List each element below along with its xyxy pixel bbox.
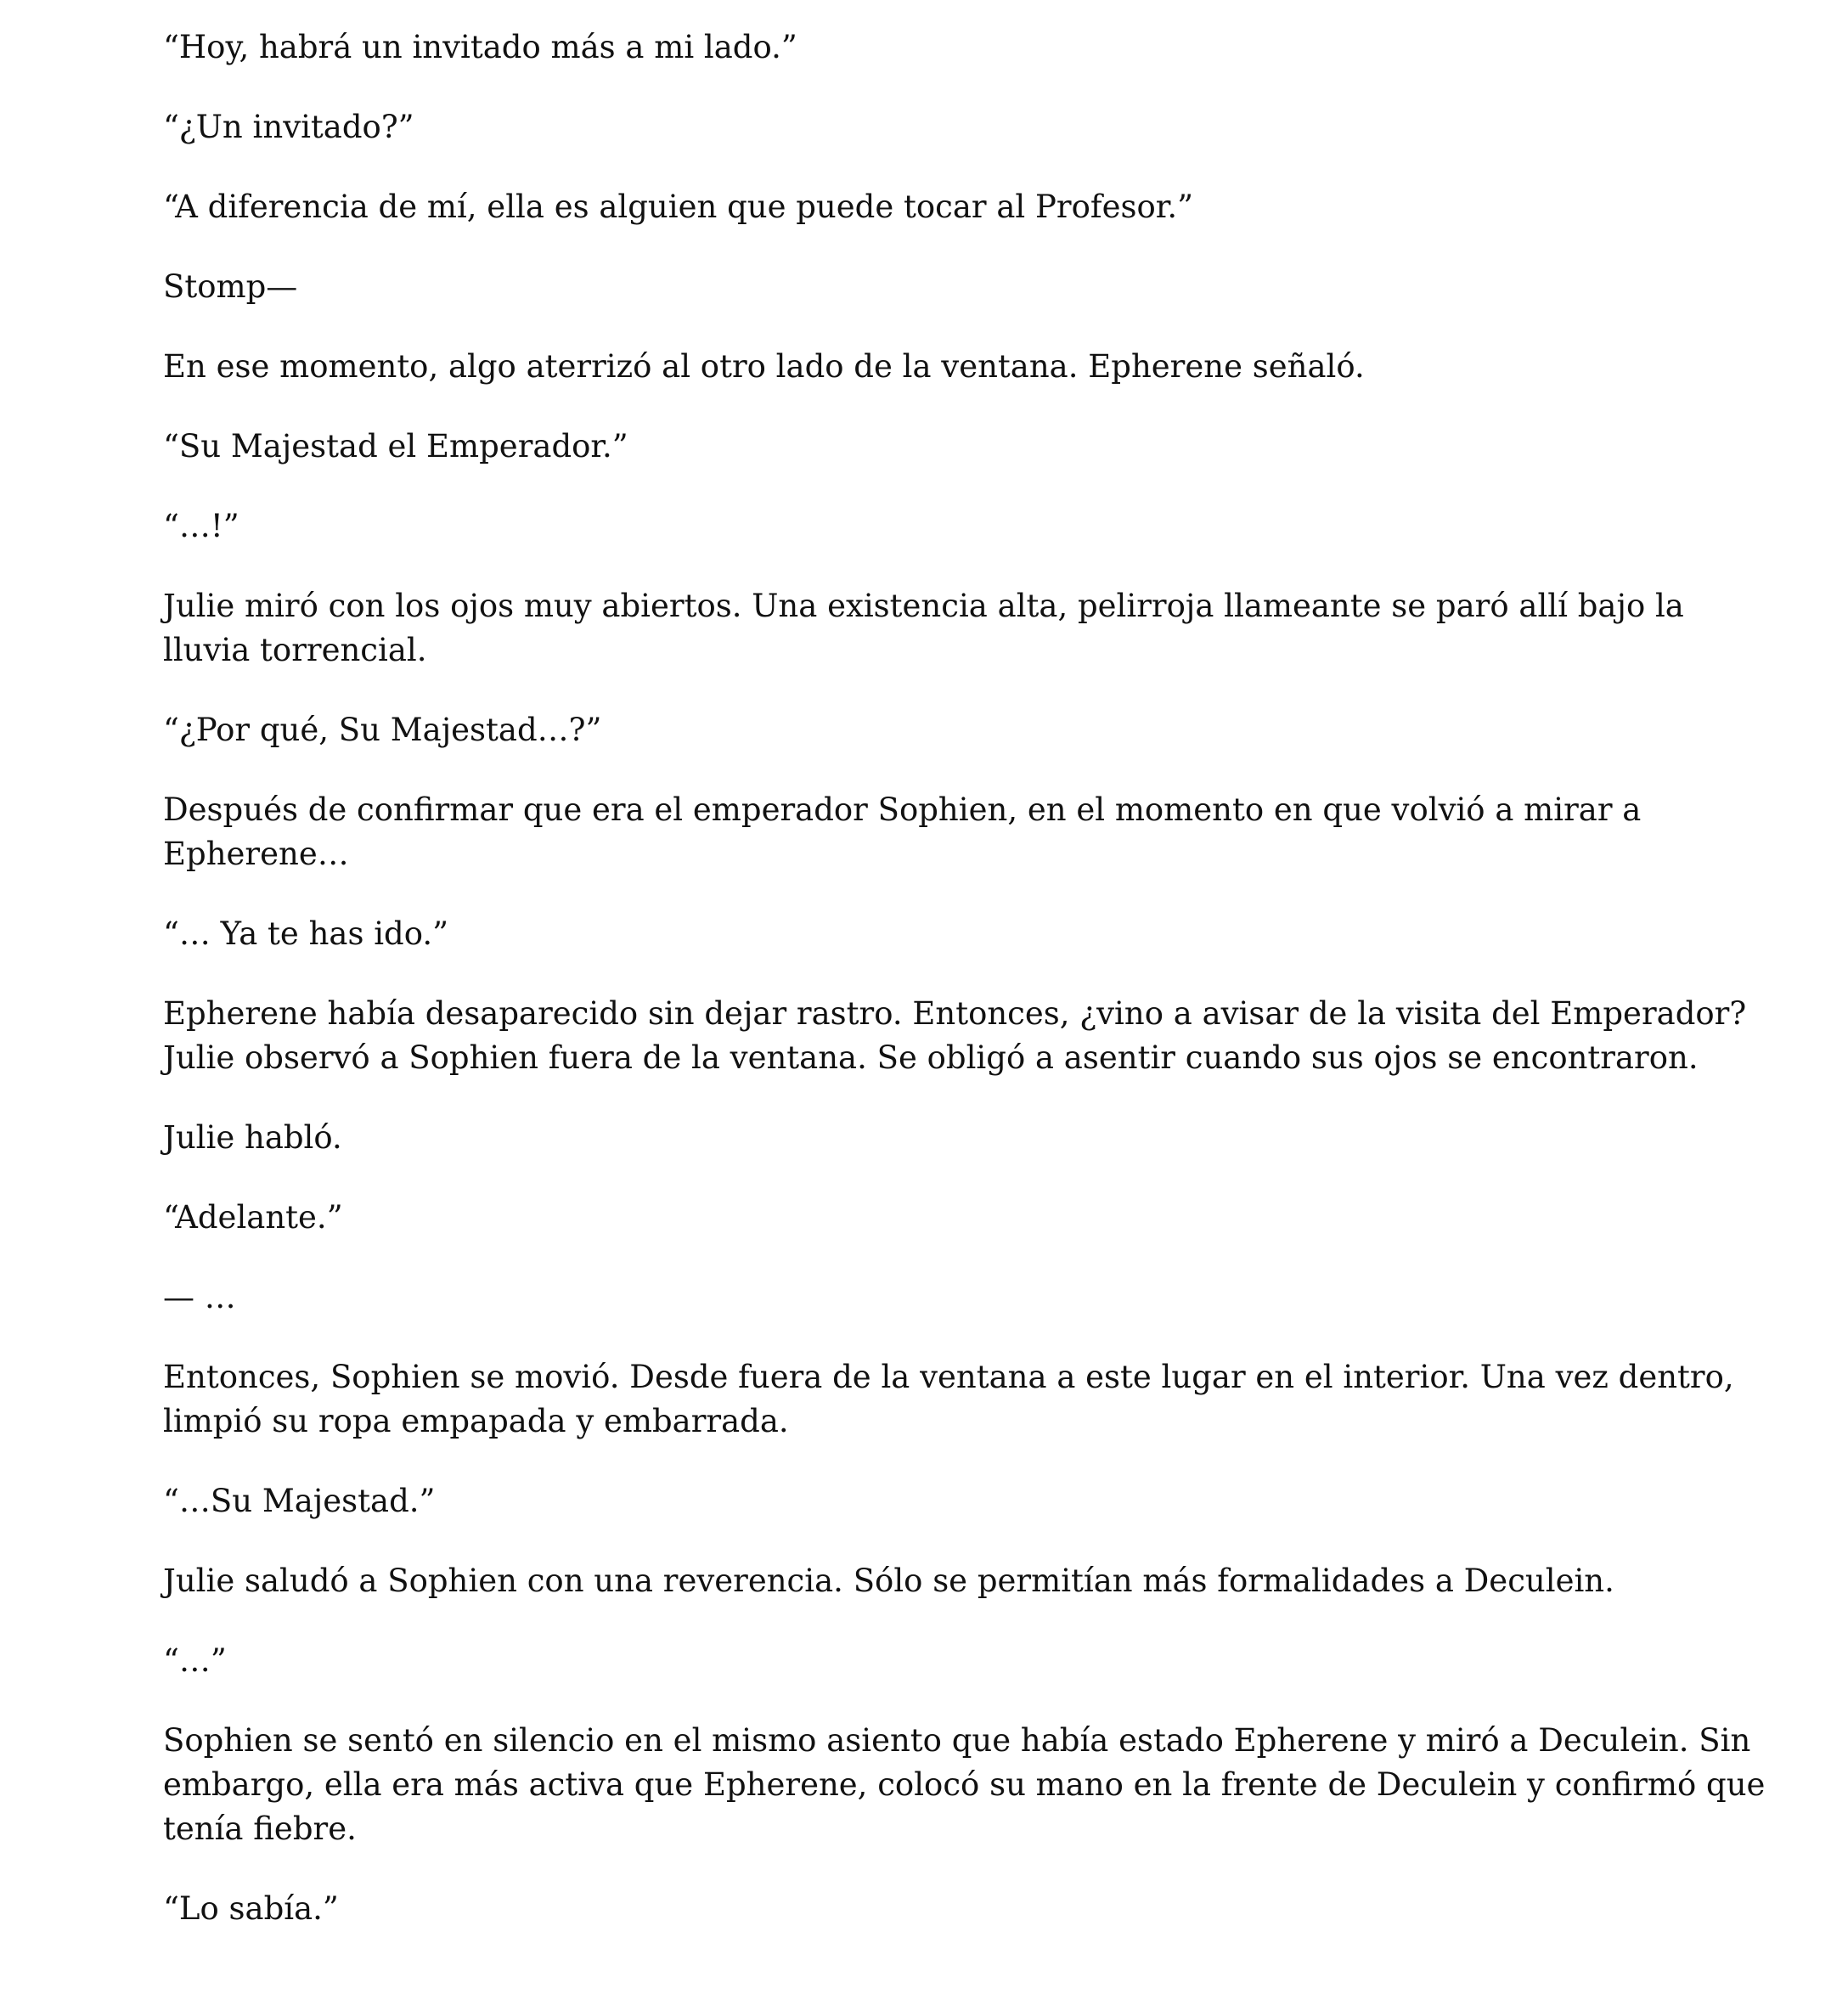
paragraph: Después de confirmar que era el emperador Sophien, en el momento en que volvió a mirar a Epherene…: [163, 791, 1642, 872]
paragraph: “Adelante.”: [163, 1199, 343, 1236]
paragraph: En ese momento, algo aterrizó al otro lado de la ventana. Epherene señaló.: [163, 348, 1365, 385]
paragraph: “Lo sabía.”: [163, 1890, 339, 1927]
paragraph: “…”: [163, 1642, 227, 1679]
paragraph: “A diferencia de mí, ella es alguien que puede tocar al Profesor.”: [163, 189, 1194, 225]
paragraph: Epherene había desaparecido sin dejar rastro. Entonces, ¿vino a avisar de la visita del Emperador? Julie observó a Sophien fuera de la ventana. Se obligó a asentir cuando sus ojos se encontraron.: [163, 995, 1747, 1076]
paragraph: Stomp—: [163, 268, 298, 305]
paragraph: “…Su Majestad.”: [163, 1483, 436, 1519]
paragraph: “Hoy, habrá un invitado más a mi lado.”: [163, 29, 797, 65]
paragraph: Entonces, Sophien se movió. Desde fuera de la ventana a este lugar en el interior. Una vez dentro, limpió su ropa empapada y embarrada.: [163, 1359, 1734, 1439]
paragraph: Julie miró con los ojos muy abiertos. Una existencia alta, pelirroja llameante se paró allí bajo la lluvia torrencial.: [163, 588, 1684, 668]
paragraph: “¿Un invitado?”: [163, 109, 414, 145]
paragraph: “…!”: [163, 508, 239, 544]
paragraph: Julie habló.: [163, 1119, 342, 1156]
body-text: [163, 25, 1777, 1967]
paragraph: — …: [163, 1279, 236, 1315]
paragraph: “Su Majestad el Emperador.”: [163, 428, 628, 465]
paragraph: Julie saludó a Sophien con una reverencia. Sólo se permitían más formalidades a Deculein.: [163, 1563, 1614, 1599]
paragraph: “… Ya te has ido.”: [163, 915, 449, 952]
paragraph: Sophien se sentó en silencio en el mismo asiento que había estado Epherene y miró a Deculein. Sin embargo, ella era más activa que Epherene, colocó su mano en la frente de Deculein y confirmó que tenía fiebre.: [163, 1722, 1766, 1847]
paragraph: “¿Por qué, Su Majestad…?”: [163, 712, 602, 748]
